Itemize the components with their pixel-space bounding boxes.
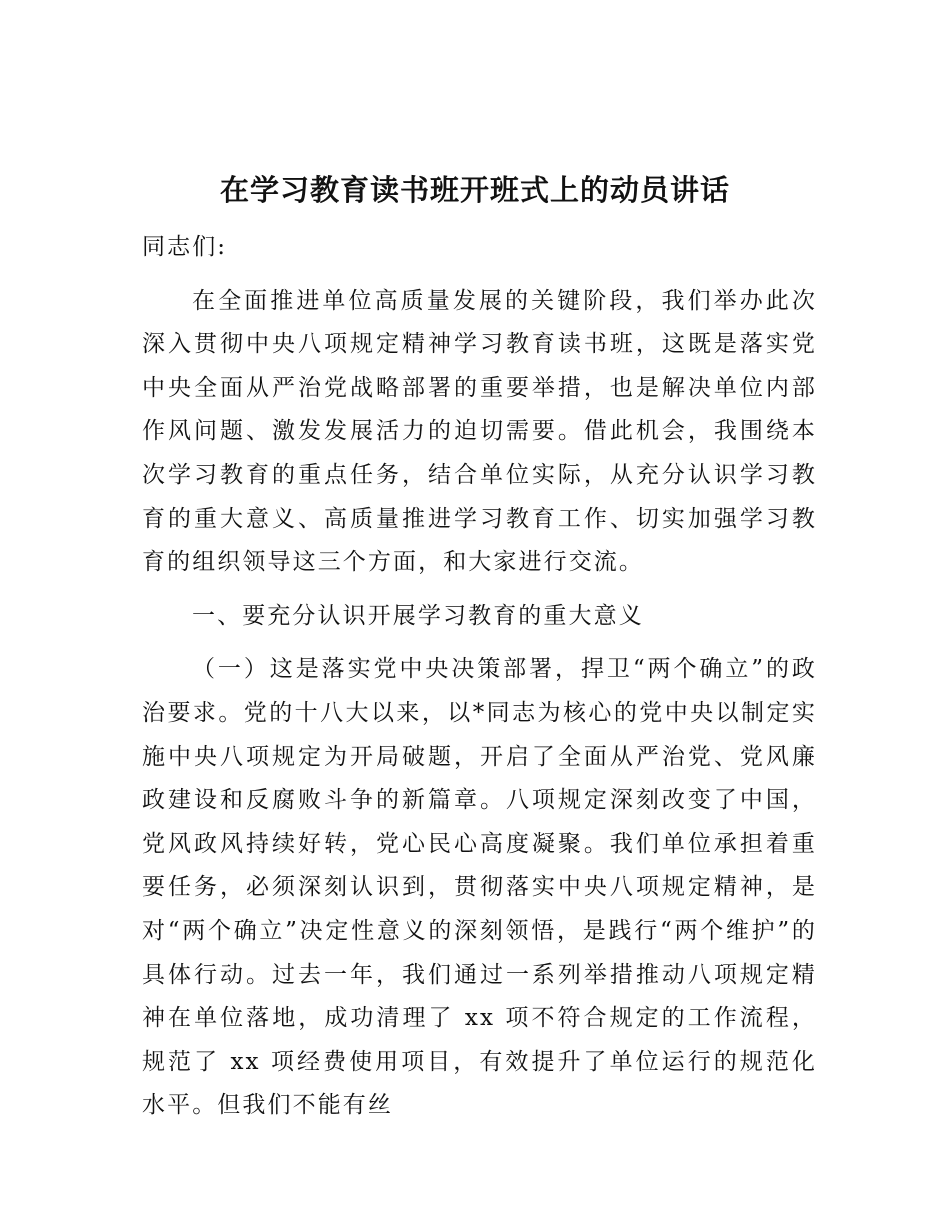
document-title: 在学习教育读书班开班式上的动员讲话	[219, 173, 730, 207]
subsection-paragraph: （一）这是落实党中央决策部署，捍卫“两个确立”的政治要求。党的十八大以来，以*同志为核心的党中央以制定实施中央八项规定为开局破题，开启了全面从严治党、党风廉政建设和反腐败斗争的新篇章。八项规定深刻改变了中国，党风政风持续好转，党心民心高度凝聚。我们单位承担着重要任务，必须深刻认识到，贯彻落实中央八项规定精神，是对“两个确立”决定性意义的深刻领悟，是践行“两个维护”的具体行动。过去一年，我们通过一系列举措推动八项规定精神在单位落地，成功清理了 xx 项不符合规定的工作流程，规范了 xx 项经费使用项目，有效提升了单位运行的规范化水平。但我们不能有丝	[142, 656, 817, 1119]
salutation: 同志们:	[142, 234, 228, 260]
section-heading: 一、要充分认识开展学习教育的重大意义	[192, 602, 644, 629]
intro-paragraph: 在全面推进单位高质量发展的关键阶段，我们举办此次深入贯彻中央八项规定精神学习教育读书班，这既是落实党中央全面从严治党战略部署的重要举措，也是解决单位内部作风问题、激发发展活力的迫切需要。借此机会，我围绕本次学习教育的重点任务，结合单位实际，从充分认识学习教育的重大意义、高质量推进学习教育工作、切实加强学习教育的组织领导这三个方面，和大家进行交流。	[142, 287, 817, 576]
document-body	[142, 226, 817, 1128]
